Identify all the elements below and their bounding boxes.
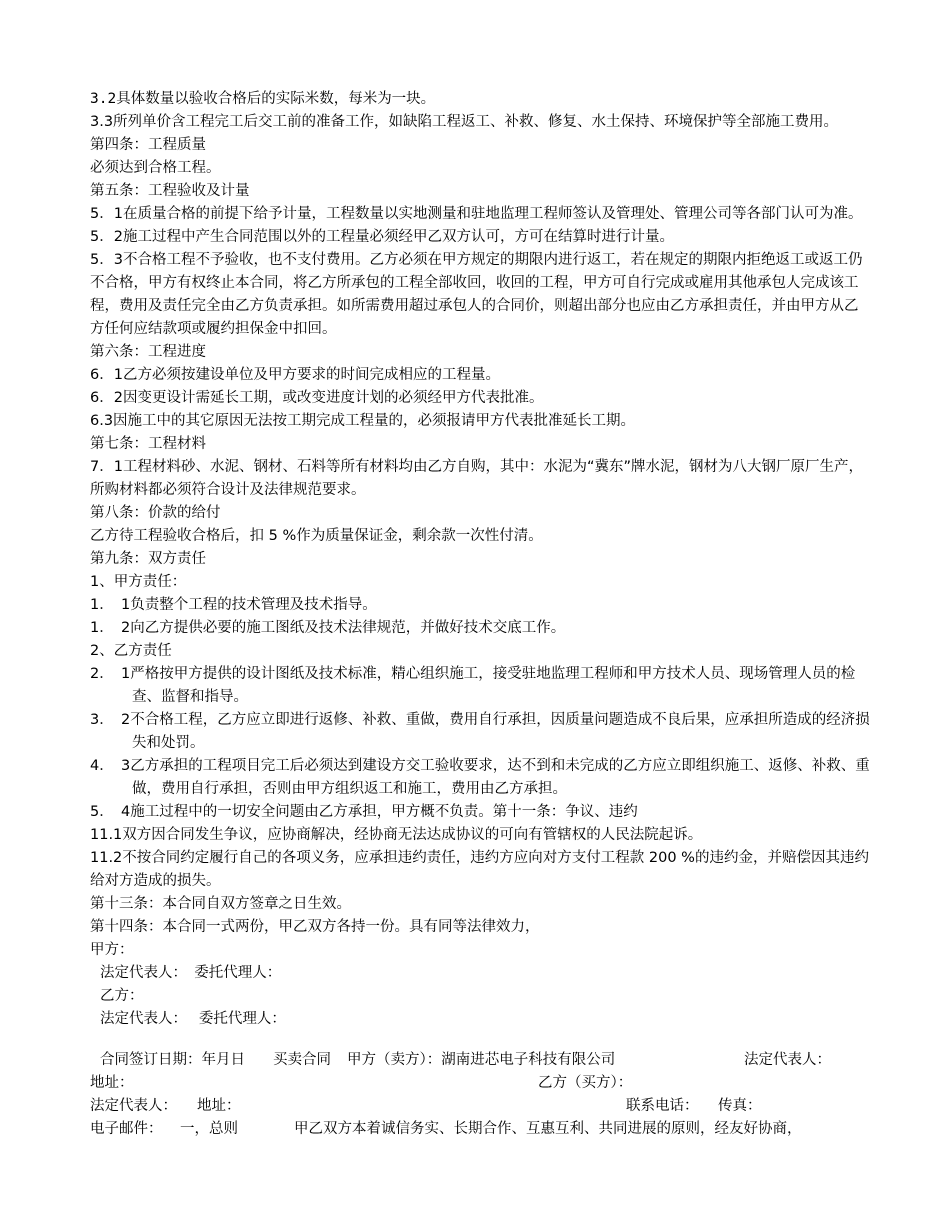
email-label: 电子邮件： — [90, 1121, 163, 1137]
payment-terms: 乙方待工程验收合格后，扣 5 %作为质量保证金，剩余款一次性付清。 — [90, 528, 543, 544]
clause-6-3: 6.3因施工中的其它原因无法按工期完成工程量的，必须报请甲方代表批准延长工期。 — [90, 413, 636, 429]
party-b-duties-heading: 2、乙方责任 — [90, 643, 172, 659]
article-14: 第十四条：本合同一式两份，甲乙双方各持一份。具有同等法律效力， — [90, 919, 540, 935]
fax-label: 传真： — [718, 1098, 762, 1114]
heading-article-8: 第八条：价款的给付 — [90, 505, 221, 521]
party-b-duty-4: 5． 4施工过程中的一切安全问题由乙方承担，甲方概不负责。第十一条：争议、违约 — [90, 804, 638, 820]
heading-article-7: 第七条：工程材料 — [90, 436, 206, 452]
article-13: 第十三条：本合同自双方签章之日生效。 — [90, 896, 351, 912]
party-a-representatives: 法定代表人： 委托代理人： — [100, 965, 282, 981]
general-heading: 一，总则 — [180, 1121, 238, 1137]
clause-7-1: 7．1工程材料砂、水泥、钢材、石料等所有材料均由乙方自购，其中：水泥为“冀东”牌水泥，钢材为八大钢厂原厂生产，所购材料都必须符合设计及法律规范要求。 — [90, 459, 863, 498]
party-b-label: 乙方： — [100, 988, 144, 1004]
party-b-representatives: 法定代表人： 委托代理人： — [100, 1011, 286, 1027]
heading-article-6: 第六条：工程进度 — [90, 344, 206, 360]
buyer-legal-rep: 法定代表人： — [90, 1098, 177, 1114]
party-b-duty-1: 2． 1严格按甲方提供的设计图纸及技术标准，精心组织施工，接受驻地监理工程师和甲方技术人员、现场管理人员的检查、监督和指导。 — [90, 666, 856, 705]
heading-article-4: 第四条：工程质量 — [90, 137, 206, 153]
party-a-label: 甲方： — [90, 942, 134, 958]
party-b-duty-3: 4． 3乙方承担的工程项目完工后必须达到建设方交工验收要求，达不到和未完成的乙方应立即组织施工、返修、补救、重做，费用自行承担，否则由甲方组织返工和施工，费用由乙方承担。 — [90, 758, 870, 797]
seller-party: 甲方（卖方）：湖南进芯电子科技有限公司 — [347, 1052, 616, 1068]
clause-11-2: 11.2不按合同约定履行自己的各项义务，应承担违约责任，违约方应向对方支付工程款 200 %的违约金，并赔偿因其违约给对方造成的损失。 — [90, 850, 869, 889]
buyer-address: 地址： — [197, 1098, 241, 1114]
party-a-duty-1: 1． 1负责整个工程的技术管理及技术指导。 — [90, 597, 377, 613]
clause-3-3: 3.3所列单价含工程完工后交工前的准备工作，如缺陷工程返工、补救、修复、水土保持、环境保护等全部施工费用。 — [90, 114, 839, 130]
party-a-duties-heading: 1、甲方责任： — [90, 574, 187, 590]
heading-article-5: 第五条：工程验收及计量 — [90, 183, 250, 199]
party-a-duty-2: 1． 2向乙方提供必要的施工图纸及技术法律规范，并做好技术交底工作。 — [90, 620, 566, 636]
seller-address: 地址： — [90, 1075, 134, 1091]
heading-article-9: 第九条：双方责任 — [90, 551, 206, 567]
clause-3-2: 3.2具体数量以验收合格后的实际米数，每米为一块。 — [90, 91, 436, 107]
document-page — [90, 88, 870, 1031]
general-text: 甲乙双方本着诚信务实、长期合作、互惠互利、共同进展的原则，经友好协商， — [294, 1121, 802, 1137]
clause-6-2: 6．2因变更设计需延长工期，或改变进度计划的必须经甲方代表批准。 — [90, 390, 544, 406]
clause-6-1: 6．1乙方必须按建设单位及甲方要求的时间完成相应的工程量。 — [90, 367, 500, 383]
clause-5-1: 5．1在质量合格的前提下给予计量，工程数量以实地测量和驻地监理工程师签认及管理处、管理公司等各部门认可为准。 — [90, 206, 863, 222]
contract-title: 买卖合同 — [273, 1052, 331, 1068]
buyer-party: 乙方（买方）： — [538, 1075, 633, 1091]
quality-requirement: 必须达到合格工程。 — [90, 160, 221, 176]
clause-5-3: 5．3不合格工程不予验收，也不支付费用。乙方必须在甲方规定的期限内进行返工，若在规定的期限内拒绝返工或返工仍不合格，甲方有权终止本合同，将乙方所承包的工程全部收回，收回的工程，甲方可自行完成或雇用其他承包人完成该工程，费用及责任完全由乙方负责承担。如所需费用超过承包人的合同价，则超出部分也应由乙方承担责任，并由甲方从乙方任何应结款项或履约担保金中扣回。 — [90, 252, 863, 337]
phone-label: 联系电话： — [626, 1098, 699, 1114]
clause-11-1: 11.1双方因合同发生争议，应协商解决，经协商无法达成协议的可向有管辖权的人民法院起诉。 — [90, 827, 703, 843]
clause-5-2: 5．2施工过程中产生合同范围以外的工程量必须经甲乙双方认可，方可在结算时进行计量。 — [90, 229, 674, 245]
sign-date: 合同签订日期：年月日 — [100, 1052, 245, 1068]
seller-legal-rep: 法定代表人： — [744, 1052, 831, 1068]
party-b-duty-2: 3． 2不合格工程，乙方应立即进行返修、补救、重做，费用自行承担，因质量问题造成不良后果，应承担所造成的经济损失和处罚。 — [90, 712, 870, 751]
